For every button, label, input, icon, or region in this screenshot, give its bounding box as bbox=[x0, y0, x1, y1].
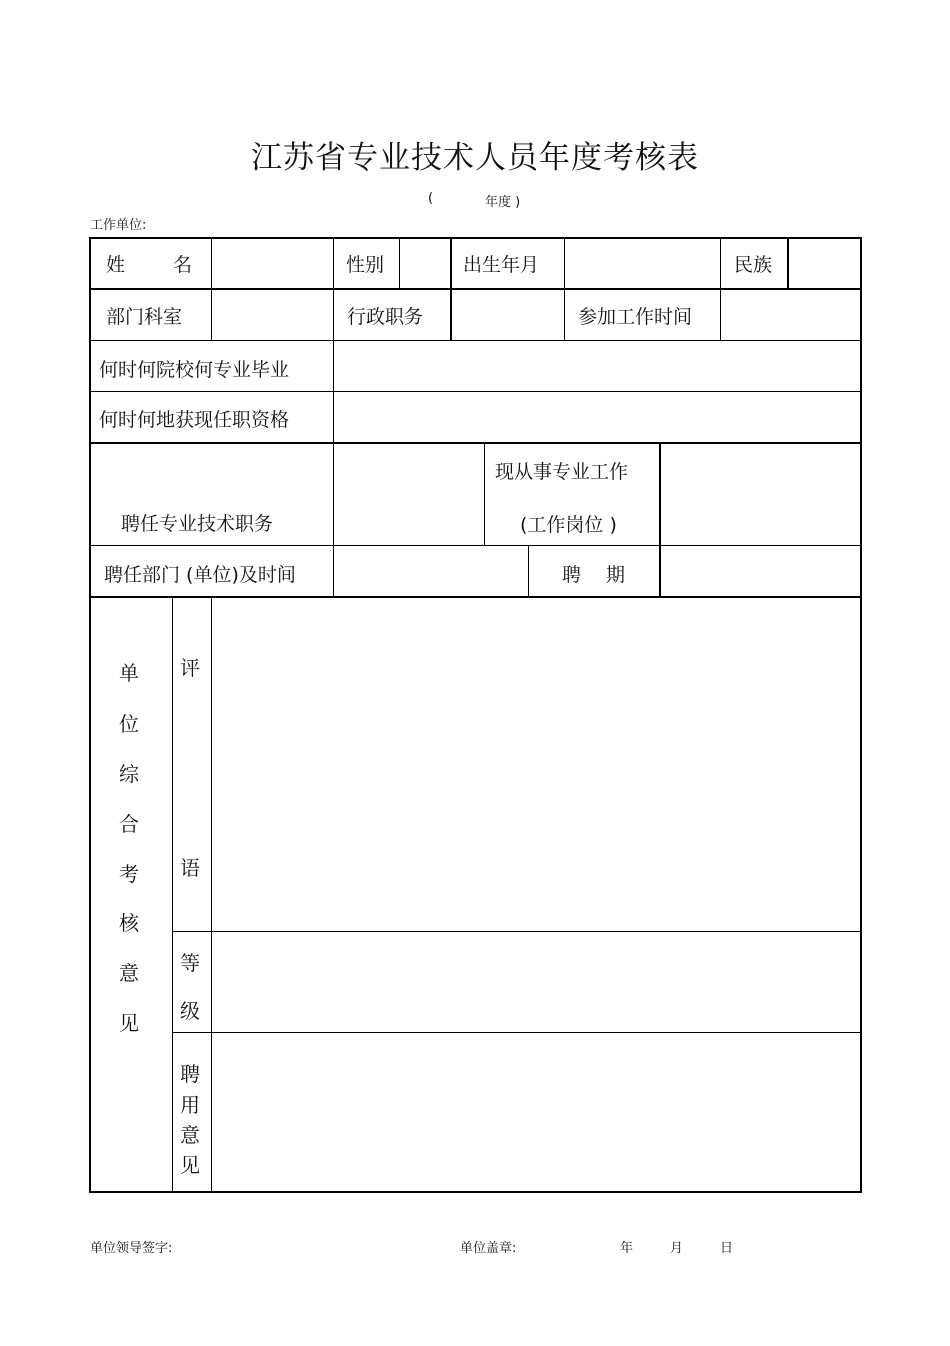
term-label-part1: 聘 bbox=[562, 564, 582, 586]
comment-char: 语 bbox=[180, 856, 200, 880]
appointed-title-field[interactable] bbox=[335, 445, 483, 544]
work-start-field[interactable] bbox=[722, 291, 859, 339]
admin-post-field[interactable] bbox=[453, 291, 563, 339]
hiring-opinion-field[interactable] bbox=[213, 1034, 859, 1190]
ethnicity-label: 民族 bbox=[734, 254, 773, 276]
year-label: 年度 ) bbox=[485, 195, 521, 210]
work-unit-field[interactable] bbox=[160, 210, 420, 232]
name-label-part2: 名 bbox=[173, 254, 193, 276]
section-char: 见 bbox=[119, 1011, 139, 1035]
ethnicity-field[interactable] bbox=[790, 240, 859, 287]
hiring-char: 聘 bbox=[180, 1062, 200, 1086]
row-divider bbox=[89, 442, 862, 444]
table-border-right bbox=[860, 237, 862, 1193]
department-field[interactable] bbox=[213, 291, 332, 339]
section-char: 合 bbox=[119, 812, 139, 836]
date-month-label: 月 bbox=[670, 1241, 684, 1256]
birth-date-label: 出生年月 bbox=[463, 254, 540, 276]
table-border-left bbox=[89, 237, 91, 1193]
col-divider bbox=[333, 237, 334, 597]
date-day-label: 日 bbox=[720, 1241, 734, 1256]
section-char: 考 bbox=[119, 862, 139, 886]
document-title: 江苏省专业技术人员年度考核表 bbox=[251, 140, 699, 176]
col-divider bbox=[720, 237, 721, 341]
grade-char: 级 bbox=[180, 999, 200, 1023]
col-divider bbox=[399, 237, 400, 289]
col-divider bbox=[484, 442, 485, 546]
row-divider bbox=[89, 391, 862, 392]
year-open-paren: ( bbox=[428, 191, 434, 206]
section-char: 综 bbox=[119, 762, 139, 786]
table-border-top bbox=[89, 237, 862, 239]
row-divider bbox=[89, 596, 862, 598]
appointed-dept-label: 聘任部门 (单位)及时间 bbox=[104, 564, 296, 586]
name-field[interactable] bbox=[213, 240, 332, 287]
appointed-title-label: 聘任专业技术职务 bbox=[121, 513, 274, 535]
admin-post-label: 行政职务 bbox=[347, 306, 424, 328]
section-char: 意 bbox=[119, 961, 139, 985]
department-label: 部门科室 bbox=[106, 306, 183, 328]
current-work-field[interactable] bbox=[662, 445, 859, 544]
work-unit-label: 工作单位: bbox=[90, 218, 147, 233]
row-divider bbox=[89, 340, 862, 341]
current-work-label-line1: 现从事专业工作 bbox=[495, 461, 629, 483]
gender-field[interactable] bbox=[401, 240, 449, 287]
birth-date-field[interactable] bbox=[566, 240, 719, 287]
col-divider bbox=[564, 237, 565, 341]
col-divider bbox=[659, 442, 661, 597]
section-char: 核 bbox=[119, 911, 139, 935]
term-label-part2: 期 bbox=[606, 564, 626, 586]
work-start-label: 参加工作时间 bbox=[578, 306, 693, 328]
col-divider bbox=[211, 596, 212, 1192]
term-field[interactable] bbox=[662, 547, 859, 595]
graduation-field[interactable] bbox=[335, 342, 859, 390]
gender-label: 性别 bbox=[346, 254, 385, 276]
grade-field[interactable] bbox=[213, 933, 859, 1031]
row-divider bbox=[172, 1032, 862, 1033]
appointed-dept-field[interactable] bbox=[335, 547, 527, 595]
unit-seal-label: 单位盖章: bbox=[460, 1241, 517, 1256]
qualification-field[interactable] bbox=[335, 393, 859, 441]
graduation-label: 何时何院校何专业毕业 bbox=[99, 359, 290, 381]
leader-signature-field[interactable] bbox=[186, 1232, 426, 1256]
section-char: 单 bbox=[119, 661, 139, 685]
section-char: 位 bbox=[119, 712, 139, 736]
col-divider bbox=[450, 237, 452, 341]
qualification-label: 何时何地获现任职资格 bbox=[99, 409, 290, 431]
col-divider bbox=[211, 237, 212, 341]
comment-field[interactable] bbox=[213, 599, 859, 930]
date-year-label: 年 bbox=[620, 1241, 634, 1256]
grade-char: 等 bbox=[180, 951, 200, 975]
hiring-char: 意 bbox=[180, 1123, 200, 1147]
hiring-char: 用 bbox=[180, 1093, 200, 1117]
col-divider bbox=[528, 545, 529, 597]
col-divider bbox=[172, 596, 173, 1192]
row-divider bbox=[89, 288, 862, 290]
row-divider bbox=[172, 931, 862, 932]
leader-signature-label: 单位领导签字: bbox=[90, 1241, 173, 1256]
table-border-bottom bbox=[89, 1191, 862, 1193]
hiring-char: 见 bbox=[180, 1153, 200, 1177]
name-label-part1: 姓 bbox=[106, 254, 126, 276]
row-divider bbox=[89, 545, 862, 546]
current-work-label-line2: (工作岗位 ) bbox=[520, 514, 617, 536]
comment-char: 评 bbox=[180, 656, 200, 680]
col-divider bbox=[787, 237, 789, 289]
